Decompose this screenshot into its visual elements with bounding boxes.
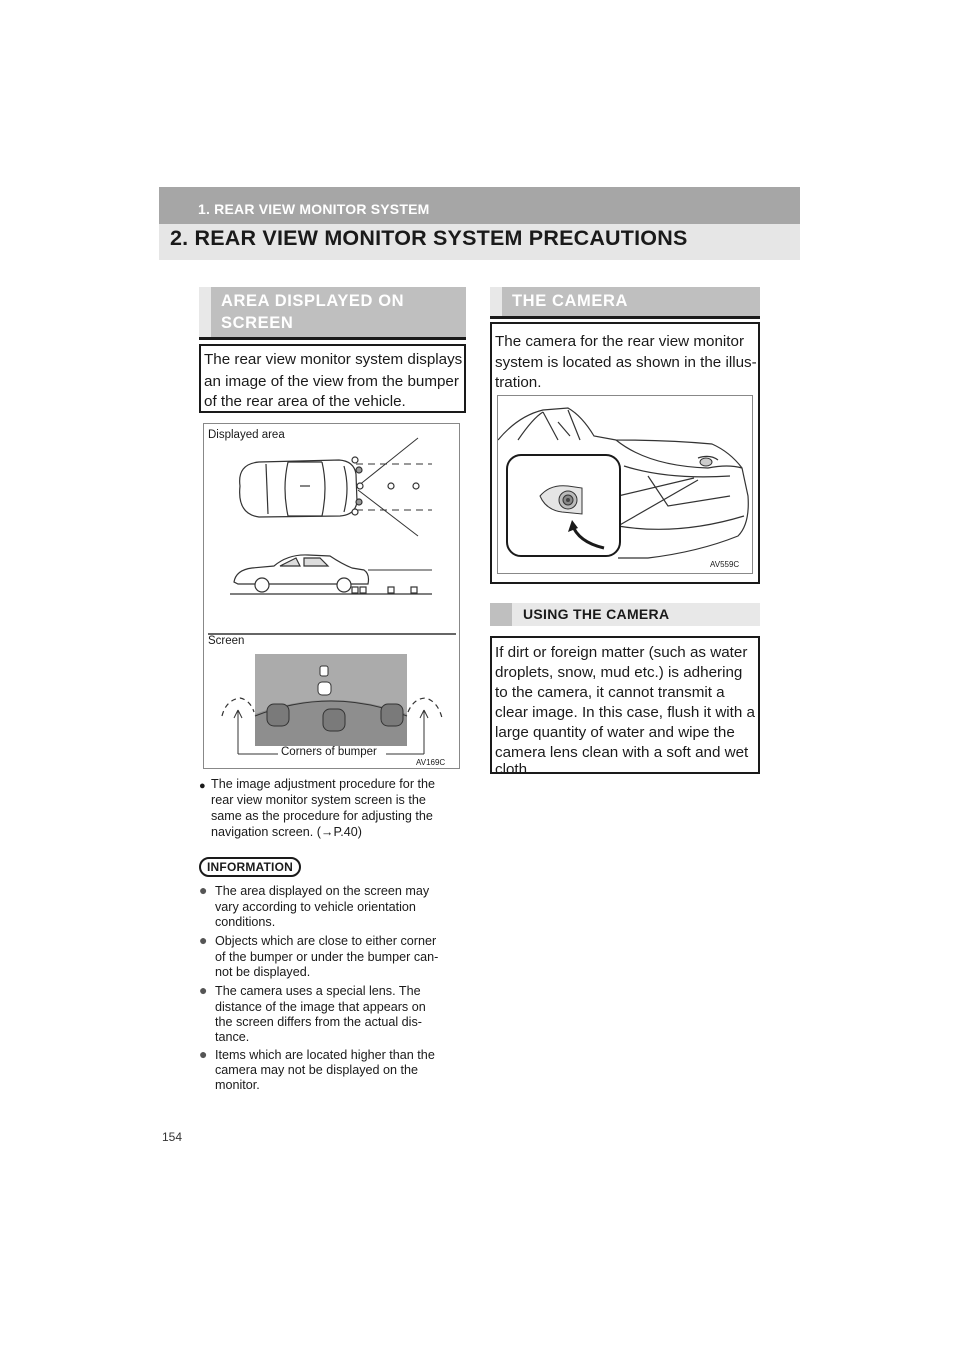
using-line: If dirt or foreign matter (such as water [495,644,748,661]
bullet-icon: ● [199,932,208,948]
camera-box [490,322,760,584]
section-title: THE CAMERA [512,292,628,310]
rear-car-illustration [498,396,752,573]
info-line: Items which are located higher than the [215,1048,435,1062]
info-line: the screen differs from the actual dis- [215,1015,422,1029]
using-line: droplets, snow, mud etc.) is adhering [495,664,743,681]
note-line: navigation screen. (→P.40) [211,825,362,839]
note-line: same as the procedure for adjusting the [211,809,433,823]
info-line: Objects which are close to either corner [215,934,437,948]
info-line: vary according to vehicle orientation [215,900,416,914]
bullet-icon: ● [199,982,208,998]
camera-figure-code: AV559C [710,560,740,569]
top-view-car-illustration [204,424,459,768]
subsection-title: USING THE CAMERA [523,606,670,622]
using-line: camera lens clean with a soft and wet [495,744,749,761]
using-line: cloth. [495,761,532,778]
screen-label: Screen [208,635,245,647]
bullet-icon: ● [199,882,208,898]
camera-intro-line: system is located as shown in the illus- [495,354,757,371]
section-accent [490,287,502,316]
note-bullet-icon: ● [199,780,206,792]
section-header-the-camera [490,287,760,319]
intro-line: of the rear area of the vehicle. [204,393,406,410]
camera-location-figure [497,395,753,574]
subsection-header-using-camera [490,603,760,626]
info-line: conditions. [215,915,276,929]
page-number: 154 [162,1130,183,1144]
note-line: The image adjustment procedure for the [211,777,436,791]
intro-line: The rear view monitor system displays [204,351,463,368]
camera-intro-line: tration. [495,374,542,391]
info-line: The camera uses a special lens. The [215,984,421,998]
using-line: clear image. In this case, flush it with a [495,704,755,721]
section-title-line1: AREA DISPLAYED ON [221,292,405,310]
section-accent [199,287,211,337]
bullet-icon: ● [199,1046,208,1062]
info-line: camera may not be displayed on the [215,1063,419,1077]
intro-box [199,344,466,413]
note-line: rear view monitor system screen is the [211,793,426,807]
section-title-line2: SCREEN [221,314,294,332]
figure-code: AV169C [416,758,446,767]
info-line: of the bumper or under the bumper can- [215,950,439,964]
info-line: The area displayed on the screen may [215,884,430,898]
info-line: not be displayed. [215,965,311,979]
using-camera-box [490,636,760,778]
info-line: distance of the image that appears on [215,1000,426,1014]
displayed-area-label: Displayed area [208,429,285,441]
intro-line: an image of the view from the bumper [204,373,459,390]
info-line: monitor. [215,1078,260,1092]
section-header-area-displayed [199,287,466,340]
section-label: 1. REAR VIEW MONITOR SYSTEM [198,201,430,217]
information-label: INFORMATION [199,857,301,877]
subsection-accent [490,603,512,626]
corners-of-bumper-label: Corners of bumper [281,746,377,758]
display-area-figure [203,423,460,769]
page-title: 2. REAR VIEW MONITOR SYSTEM PRECAUTIONS [170,226,688,250]
using-line: large quantity of water and wipe the [495,724,735,741]
using-line: to the camera, it cannot transmit a [495,684,725,701]
camera-intro-line: The camera for the rear view monitor [495,333,744,350]
info-line: tance. [215,1030,250,1044]
